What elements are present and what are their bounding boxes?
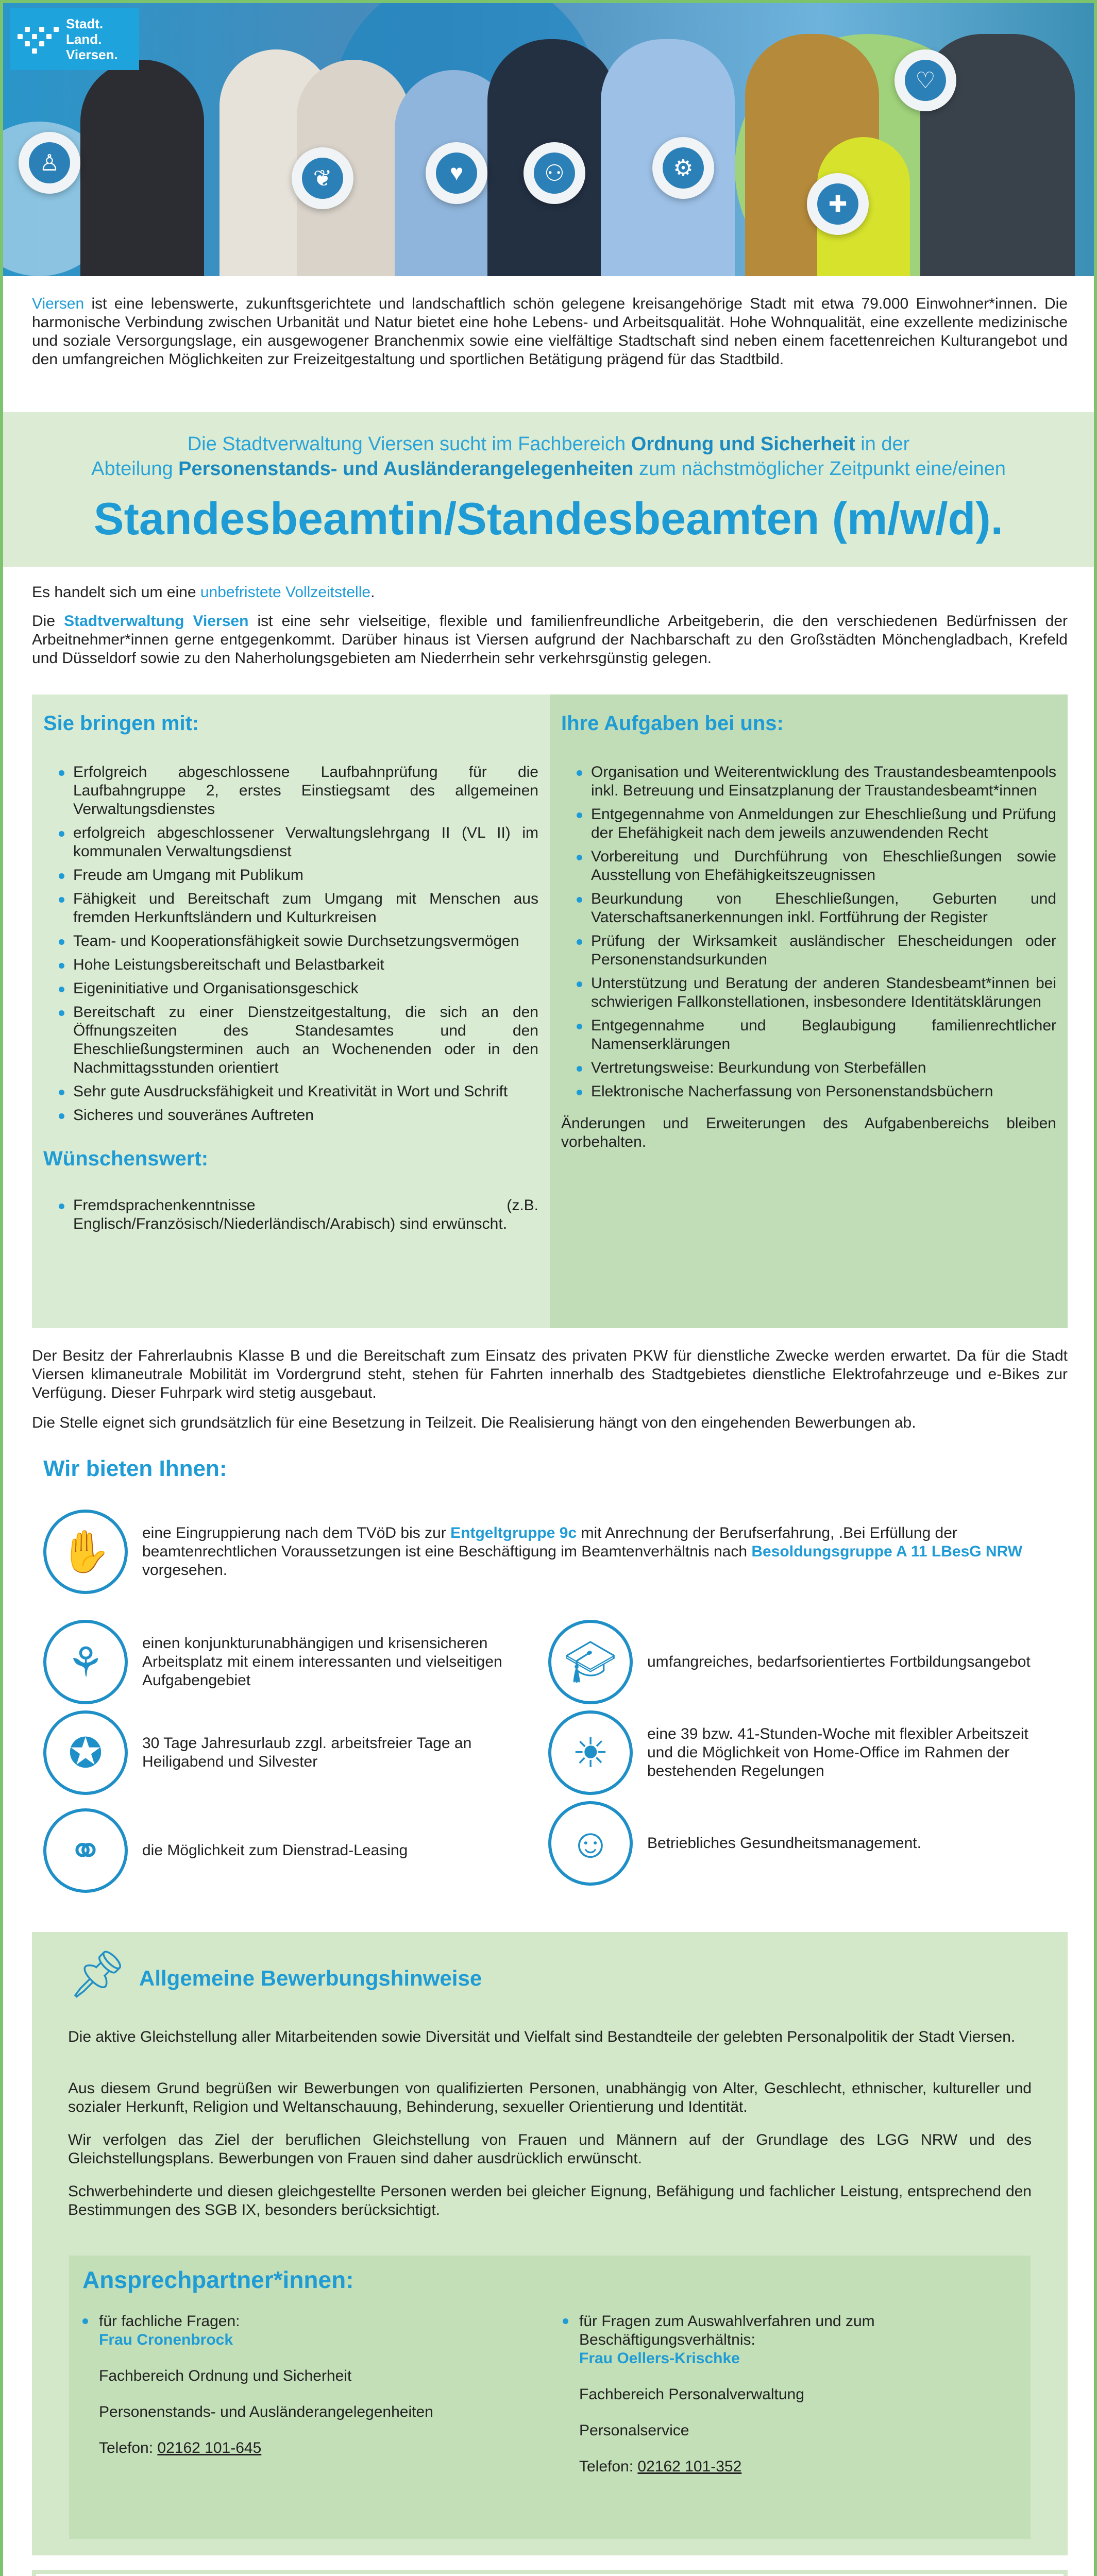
handshake-icon: ⚘: [43, 1620, 128, 1704]
shield-hand-icon: ♡: [895, 49, 956, 111]
list-item: Vorbereitung und Durchführung von Eheschließungen sowie Ausstellung von Ehefähigkeitszeugnissen: [561, 848, 1056, 885]
requirements-title: Sie bringen mit:: [43, 712, 199, 735]
hand-coins-icon: ✋: [43, 1510, 128, 1594]
benefit-salary: ✋ eine Eingruppierung nach dem TVöD bis zur Entgeltgruppe 9c mit Anrechnung der Berufserfahrung, .Bei Erfüllung der beamtenrechtlichen Voraussetzungen ist eine Beschäftigung im Beamtenverhältnis nach Besoldungsgruppe A 11 LBesG NRW vorgesehen.: [43, 1510, 1053, 1594]
tasks-note: Änderungen und Erweiterungen des Aufgabenbereichs bleiben vorbehalten.: [561, 1115, 1056, 1150]
footer-box: [32, 2570, 1068, 2576]
heart-hand-icon: ❦: [292, 147, 353, 209]
list-item: Fremdsprachenkenntnisse (z.B. Englisch/Französisch/Niederländisch/Arabisch) sind erwünscht.: [43, 1196, 538, 1233]
intro-text: Viersen ist eine lebenswerte, zukunftsgerichtete und landschaftlich schön gelegene kreisangehörige Stadt mit etwa 79.000 Einwohner*innen. Die harmonische Verbindung zwischen Urbanität und Natur bietet eine hohe Lebens- und Arbeitsqualität. Hohe Wohnqualität, eine exzellente medizinische und soziale Versorgungslage, ein ausgewogener Branchenmix sowie eine vielfältige Stadtschaft sind neben einem facettenreichen Kulturangebot und den umfangreichen Möglichkeiten zur Freizeitgestaltung und sportlichen Betätigung prägend für das Stadtbild.: [32, 295, 1068, 368]
employer-text: Die Stadtverwaltung Viersen ist eine sehr vielseitige, flexible und familienfreundliche Arbeitgeberin, die den verschiedenen Bedürfnissen der Arbeitnehmer*innen gerne entgegenkommt. Darüber hinaus ist Viersen aufgrund der Nachbarschaft zu den Großstädten Mönchengladbach, Krefeld und Düsseldorf sowie zu den Naherholungsgebieten am Niederrhein sehr verkehrsgünstig gelegen.: [32, 613, 1068, 667]
disability-text: Schwerbehinderte und diesen gleichgestellte Personen werden bei gleicher Eignung, Befähigung und fachlicher Leistung, entsprechend den Bestimmungen des SGB IX, besonders berücksichtigt.: [68, 2183, 1032, 2218]
list-item: Unterstützung und Beratung der anderen Standesbeamt*innen bei schwierigen Fallkonstellationen, insbesondere Identitätsklärungen: [561, 974, 1056, 1011]
list-item: Vertretungsweise: Beurkundung von Sterbefällen: [561, 1059, 1056, 1077]
benefit-health: ☺ Betriebliches Gesundheitsmanagement.: [548, 1801, 1053, 1886]
list-item: Sehr gute Ausdrucksfähigkeit und Kreativität in Wort und Schrift: [43, 1082, 538, 1101]
hero-banner: [3, 3, 1094, 276]
contacts-box: [69, 2256, 1031, 2539]
list-item: Entgegennahme von Anmeldungen zur Eheschließung und Prüfung der Ehefähigkeit nach dem jeweils anzuwendenden Recht: [561, 805, 1056, 842]
phone-link[interactable]: 02162 101-352: [637, 2458, 742, 2475]
benefit-secure-job: ⚘ einen konjunkturunabhängigen und krisensicheren Arbeitsplatz mit einem interessanten und vielseitigen Aufgabengebiet: [43, 1620, 548, 1704]
benefit-bike-leasing: ⚭ die Möglichkeit zum Dienstrad-Leasing: [43, 1808, 548, 1893]
list-item: Eigeninitiative und Organisationsgeschick: [43, 979, 538, 998]
diversity-text: Aus diesem Grund begrüßen wir Bewerbungen von qualifizierten Personen, unabhängig von Alter, Geschlecht, ethnischer, kultureller und sozialer Herkunft, Religion und Weltanschauung, Behinderung, sexueller Orientierung und Identität.: [68, 2080, 1032, 2115]
handshake-icon: ☀: [548, 1710, 633, 1795]
list-item: Elektronische Nacherfassung von Personenstandsbüchern: [561, 1082, 1056, 1101]
application-notes: [32, 1932, 1068, 2555]
logo-text: Stadt. Land. Viersen.: [66, 16, 118, 62]
list-item: Erfolgreich abgeschlossene Laufbahnprüfung für die Laufbahngruppe 2, erstes Einstiegsamt des allgemeinen Verwaltungsdienstes: [43, 763, 538, 819]
offer-title: Wir bieten Ihnen:: [43, 1456, 227, 1481]
heart-hand-icon: ♥: [426, 142, 487, 204]
list-item: Team- und Kooperationsfähigkeit sowie Durchsetzungsvermögen: [43, 932, 538, 951]
list-item: Freude am Umgang mit Publikum: [43, 866, 538, 885]
list-item: Organisation und Weiterentwicklung des Traustandesbeamtenpools inkl. Betreuung und Einsatzplanung der Traustandesbeamt*innen: [561, 763, 1056, 800]
contact-right: für Fragen zum Auswahlverfahren und zum Beschäftigungsverhältnis: Frau Oellers-Krischke Fachbereich Personalverwaltung Personalservice Telefon: 02162 101-352: [563, 2312, 1006, 2476]
headline-band: Die Stadtverwaltung Viersen sucht im Fachbereich Ordnung und Sicherheit in der Abteilung Personenstands- und Ausländerangelegenheiten zum nächstmöglicher Zeitpunkt eine/einen Standesbeamtin/Standesbeamten (m/w/d).: [3, 412, 1094, 567]
job-title: Standesbeamtin/Standesbeamten (m/w/d).: [93, 493, 1004, 544]
contacts-title: Ansprechpartner*innen:: [82, 2266, 354, 2293]
list-item: Prüfung der Wirksamkeit ausländischer Ehescheidungen oder Personenstandsurkunden: [561, 932, 1056, 969]
requirements-column: [32, 694, 550, 1328]
wish-list: [43, 1196, 538, 1233]
award-icon: ✪: [43, 1710, 128, 1795]
tasks-column: [550, 694, 1068, 1328]
license-text: Der Besitz der Fahrerlaubnis Klasse B und die Bereitschaft zum Einsatz des privaten PKW für dienstliche Zwecke werden erwartet. Da für die Stadt Viersen klimaneutrale Mobilität im Vordergrund steht, stehen für Fahrten innerhalb des Stadtgebietes dienstliche Elektrofahrzeuge und e-Bikes zur Verfügung. Dieser Fuhrpark wird stetig ausgebaut.: [32, 1347, 1068, 1401]
list-item: Hohe Leistungsbereitschaft und Belastbarkeit: [43, 956, 538, 974]
position-type: Es handelt sich um eine unbefristete Vollzeitstelle.: [32, 584, 375, 601]
phone-link[interactable]: 02162 101-645: [157, 2439, 262, 2456]
list-item: Fähigkeit und Bereitschaft zum Umgang mit Menschen aus fremden Herkunftsländern und Kulturkreisen: [43, 890, 538, 927]
list-item: Sicheres und souveränes Auftreten: [43, 1106, 538, 1125]
requirements-list: [43, 763, 538, 1125]
tasks-list: [561, 763, 1056, 1101]
graduation-icon: 🎓︎: [548, 1620, 633, 1704]
gear-icon: ⚙: [652, 137, 714, 199]
person-icon: ♙: [19, 132, 80, 194]
contact-left: für fachliche Fragen: Frau Cronenbrock Fachbereich Ordnung und Sicherheit Personenstands- und Ausländerangelegenheiten Telefon: 02162 101-645: [82, 2312, 526, 2458]
list-item: Entgegennahme und Beglaubigung familienrechtlicher Namenserklärungen: [561, 1016, 1056, 1054]
parttime-text: Die Stelle eignet sich grundsätzlich für eine Besetzung in Teilzeit. Die Realisierung hängt von den eingehenden Bewerbungen ab.: [32, 1414, 916, 1431]
pin-icon: 📌︎: [68, 1949, 127, 2001]
list-item: erfolgreich abgeschlossener Verwaltungslehrgang II (VL II) im kommunalen Verwaltungsdienst: [43, 824, 538, 861]
wish-title: Wünschenswert:: [43, 1147, 209, 1170]
list-item: Beurkundung von Eheschließungen, Geburten und Vaterschaftsanerkennungen inkl. Fortführung der Register: [561, 890, 1056, 927]
logo: [10, 8, 139, 70]
handshake-icon: ⚭: [43, 1808, 128, 1893]
cross-hand-icon: ✚: [807, 173, 869, 235]
logo-mark-icon: [18, 19, 59, 60]
requirements-tasks: [32, 694, 1068, 1328]
list-item: Bereitschaft zu einer Dienstzeitgestaltung, die sich an den Öffnungszeiten des Standesamtes und den Eheschließungsterminen auch an Wochenenden oder in den Nachmittagsstunden orientiert: [43, 1003, 538, 1077]
benefit-training: 🎓︎ umfangreiches, bedarfsorientiertes Fortbildungsangebot: [548, 1620, 1053, 1704]
equality-text: Die aktive Gleichstellung aller Mitarbeitenden sowie Diversität und Vielfalt sind Bestandteile der gelebten Personalpolitik der Stadt Viersen.: [68, 2028, 1016, 2045]
application-title: Allgemeine Bewerbungshinweise: [139, 1966, 482, 1990]
care-hands-icon: ☺: [548, 1801, 633, 1886]
tasks-title: Ihre Aufgaben bei uns:: [561, 712, 784, 735]
benefit-flextime: ☀ eine 39 bzw. 41-Stunden-Woche mit flexibler Arbeitszeit und die Möglichkeit von Home-Office im Rahmen der bestehenden Regelungen: [548, 1710, 1053, 1795]
women-text: Wir verfolgen das Ziel der beruflichen Gleichstellung von Frauen und Männern auf der Grundlage des LGG NRW und des Gleichstellungsplans. Bewerbungen von Frauen sind daher ausdrücklich erwünscht.: [68, 2131, 1032, 2167]
family-icon: ⚇: [524, 142, 585, 204]
benefit-vacation: ✪ 30 Tage Jahresurlaub zzgl. arbeitsfreier Tage an Heiligabend und Silvester: [43, 1710, 548, 1795]
